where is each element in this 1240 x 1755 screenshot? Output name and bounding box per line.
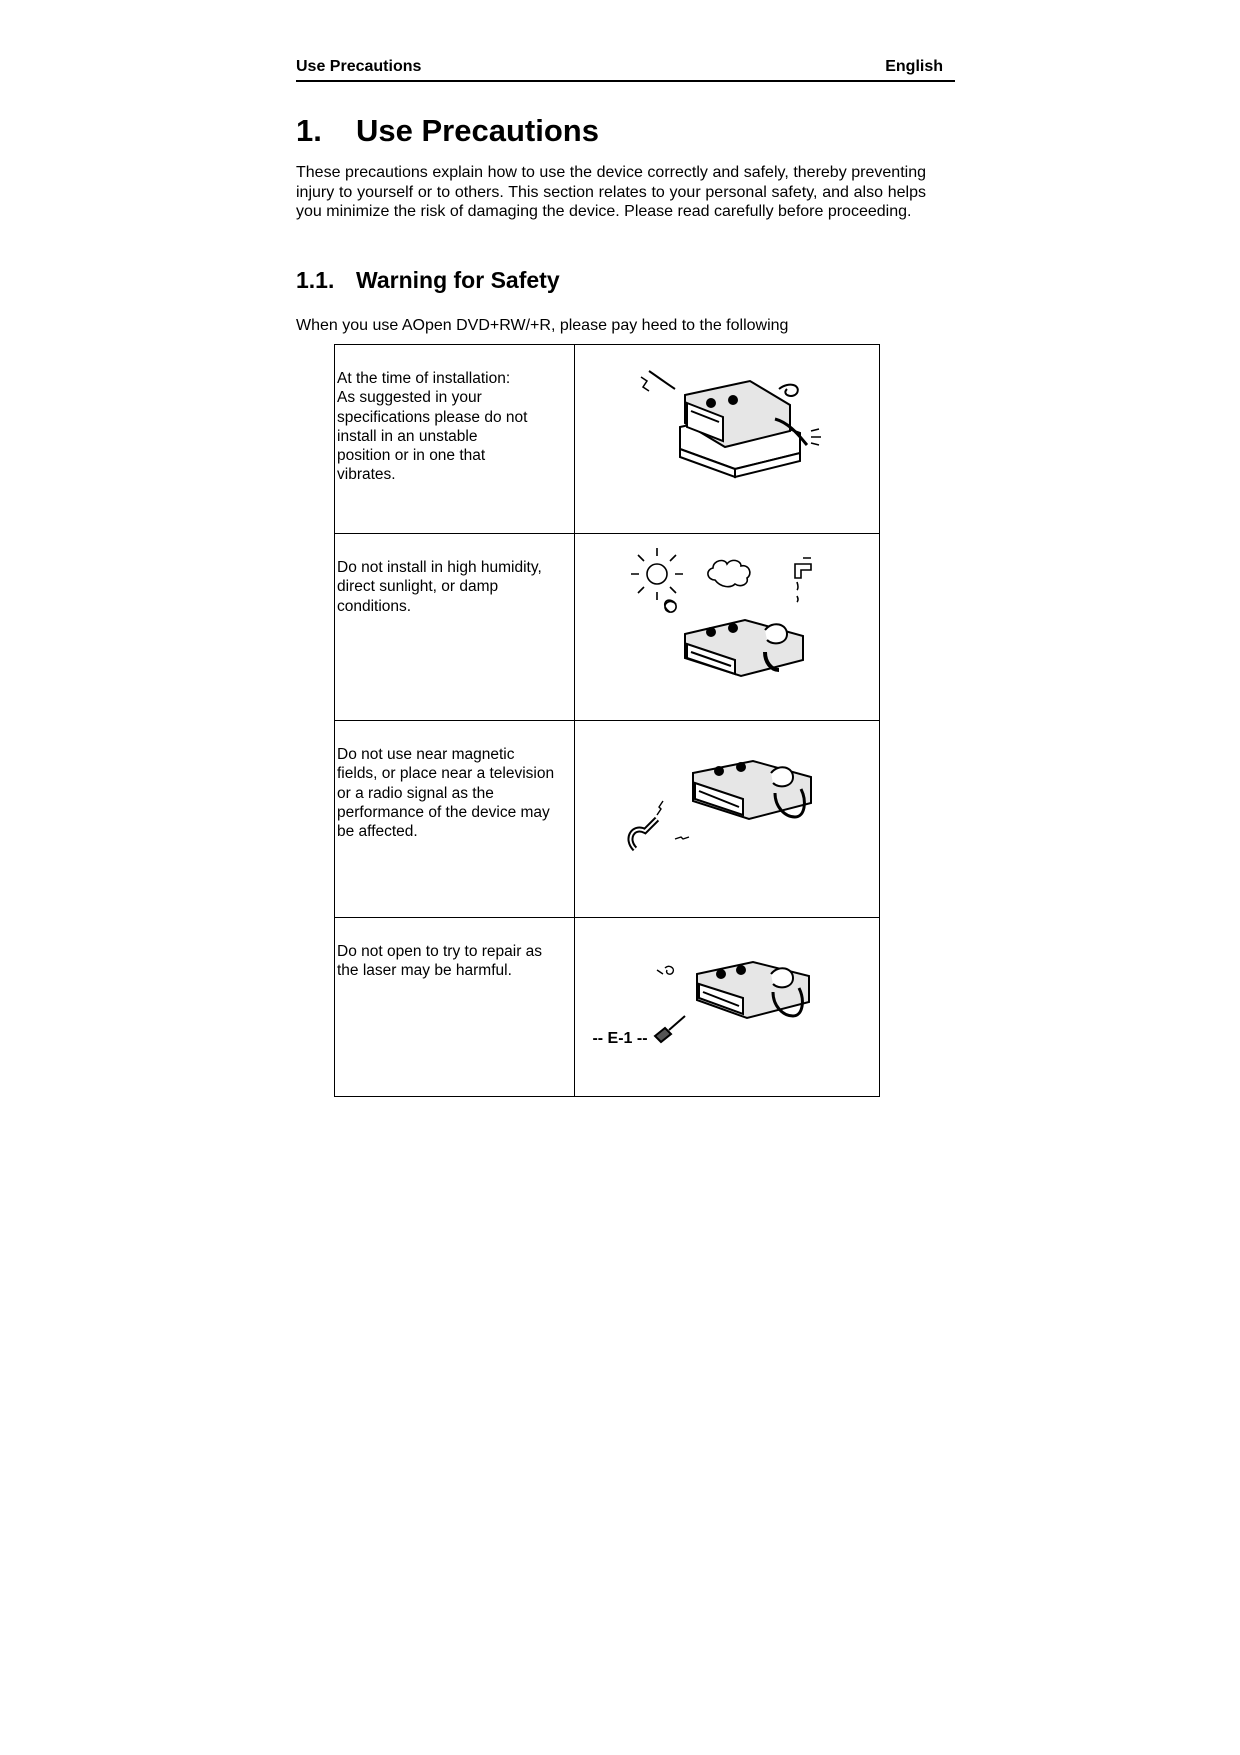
warning-line: Do not use near magnetic [337, 746, 515, 763]
warning-line: install in an unstable [337, 427, 478, 445]
drive-magnet-icon [575, 721, 879, 893]
warning-row [335, 721, 880, 918]
drive-sun-cloud-faucet-icon [575, 534, 879, 696]
section-title: Use Precautions [356, 113, 599, 148]
warning-text [335, 345, 575, 534]
warning-line: Do not open to try to repair as [337, 943, 543, 960]
warning-row [335, 534, 880, 721]
warning-text [335, 918, 575, 1097]
lead-sentence: When you use AOpen DVD+RW/+R, please pay heed to the following [296, 317, 789, 334]
warning-line: conditions. [337, 597, 412, 615]
drive-screwdriver-icon [575, 918, 879, 1072]
page-header [296, 58, 955, 82]
warning-line: position or in one that [337, 447, 486, 465]
warning-line: performance of the device may [337, 803, 550, 821]
warning-row [335, 918, 880, 1097]
warning-line: specifications please do not [337, 408, 528, 426]
warning-table [334, 344, 880, 1097]
warning-line: vibrates. [337, 466, 396, 484]
header-language: English [885, 58, 943, 75]
warning-text [335, 534, 575, 721]
warning-line: fields, or place near a television [337, 765, 555, 783]
warning-illustration [575, 918, 880, 1097]
subsection-number: 1.1. [296, 267, 335, 293]
warning-line: As suggested in your [337, 389, 482, 407]
warning-text [335, 721, 575, 918]
warning-illustration [575, 721, 880, 918]
section-heading [296, 113, 599, 149]
drive-on-books-icon [575, 345, 879, 509]
warning-illustration [575, 534, 880, 721]
warning-line: At the time of installation: [337, 370, 511, 387]
page-number: -- E-1 -- [592, 1030, 648, 1047]
intro-paragraph: These precautions explain how to use the device correctly and safely, thereby preventing injury to yourself or to others. This section relates to your personal safety, and also helps you minimize the risk of damaging the device. Please read carefully before proceeding. [296, 164, 926, 220]
warning-line: Do not install in high humidity, [337, 559, 542, 576]
warning-row [335, 345, 880, 534]
header-section-name: Use Precautions [296, 58, 422, 75]
subsection-heading [296, 267, 560, 294]
subsection-title: Warning for Safety [356, 267, 560, 293]
warning-line: be affected. [337, 823, 418, 841]
warning-line: or a radio signal as the [337, 784, 494, 802]
warning-illustration [575, 345, 880, 534]
warning-line: the laser may be harmful. [337, 962, 512, 980]
warning-line: direct sunlight, or damp [337, 578, 499, 596]
section-number: 1. [296, 113, 322, 148]
